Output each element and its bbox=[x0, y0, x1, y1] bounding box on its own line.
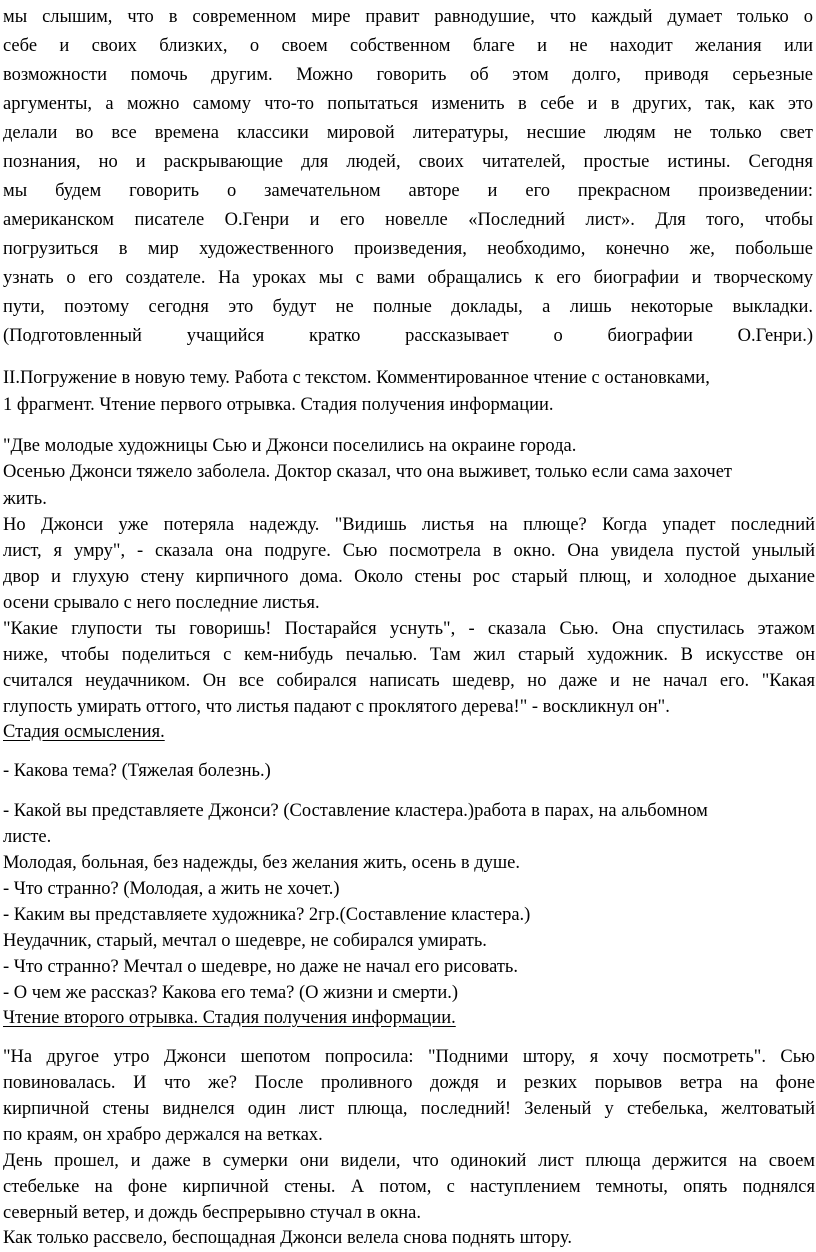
reflection-heading: Стадия осмысления. bbox=[3, 722, 165, 742]
intro-line: американском писателе О.Генри и его новелле «Последний лист». Для того, чтобы bbox=[3, 210, 813, 230]
question-theme: - Какова тема? (Тяжелая болезнь.) bbox=[3, 761, 271, 781]
fragment1-p4-line: считался неудачником. Он все собирался написать шедевр, но даже и не начал его. "Какая bbox=[3, 671, 815, 691]
intro-line: погрузиться в мир художественного произведения, необходимо, конечно же, побольше bbox=[3, 239, 813, 259]
section-subheading: 1 фрагмент. Чтение первого отрывка. Стадия получения информации. bbox=[3, 395, 554, 415]
fragment1-p3-line: лист, я умру", - сказала она подруге. Сью посмотрела в окно. Она увидела пустой унылый bbox=[3, 541, 815, 561]
question-artist: - Каким вы представляете художника? 2гр.(Составление кластера.) bbox=[3, 905, 531, 925]
fragment1-p4-line: ниже, чтобы поделиться с кем-нибудь печалью. Там жил старый художник. В искусстве он bbox=[3, 645, 815, 665]
fragment1-p2-line: Осенью Джонси тяжело заболела. Доктор сказал, что она выживет, только если сама захочет bbox=[3, 462, 732, 482]
section-heading: II.Погружение в новую тему. Работа с текстом. Комментированное чтение с остановками, bbox=[3, 368, 710, 388]
fragment2-p3: Как только рассвело, беспощадная Джонси велела снова поднять штору. bbox=[3, 1228, 572, 1248]
intro-line: аргументы, а можно самому что-то попытаться изменить в себе и в других, так, как это bbox=[3, 94, 813, 114]
fragment2-heading: Чтение второго отрывка. Стадия получения информации. bbox=[3, 1008, 456, 1028]
question-strange-1: - Что странно? (Молодая, а жить не хочет.) bbox=[3, 879, 340, 899]
intro-line: познания, но и раскрывающие для людей, своих читателей, простые истины. Сегодня bbox=[3, 152, 813, 172]
intro-line: мы будем говорить о замечательном авторе и его прекрасном произведении: bbox=[3, 181, 813, 201]
intro-line: возможности помочь другим. Можно говорить об этом долго, приводя серьезные bbox=[3, 65, 813, 85]
question-theme-2: - О чем же рассказ? Какова его тема? (О жизни и смерти.) bbox=[3, 983, 459, 1003]
fragment2-p1-line: повиновалась. И что же? После проливного дождя и резких порывов ветра на фоне bbox=[3, 1073, 815, 1093]
fragment1-p1: "Две молодые художницы Сью и Джонси поселились на окраине города. bbox=[3, 436, 577, 456]
question-jonsy-cont: листе. bbox=[3, 827, 52, 847]
intro-line: мы слышим, что в современном мире правит равнодушие, что каждый думает только о bbox=[3, 7, 813, 27]
fragment1-p3-line: осени срывало с него последние листья. bbox=[3, 593, 320, 613]
question-strange-2: - Что странно? Мечтал о шедевре, но даже не начал его рисовать. bbox=[3, 957, 518, 977]
intro-line: узнать о его создателе. На уроках мы с вами обращались к его биографии и творческому bbox=[3, 268, 813, 288]
reflection-heading-row bbox=[3, 718, 815, 746]
fragment2-heading-row bbox=[3, 1004, 815, 1032]
fragment1-p3-line: двор и глухую стену кирпичного дома. Около стены рос старый плющ, и холодное дыхание bbox=[3, 567, 815, 587]
fragment2-p2-line: северный ветер, и дождь беспрерывно стучал в окна. bbox=[3, 1203, 421, 1223]
fragment2-p2-line: стебельке на фоне кирпичной стены. А потом, с наступлением темноты, опять поднялся bbox=[3, 1177, 815, 1197]
question-jonsy: - Какой вы представляете Джонси? (Составление кластера.)работа в парах, на альбомном bbox=[3, 801, 708, 821]
fragment1-p2-line: жить. bbox=[3, 489, 47, 509]
answer-artist: Неудачник, старый, мечтал о шедевре, не собирался умирать. bbox=[3, 931, 487, 951]
fragment2-p1-line: кирпичной стены виднелся один лист плюща, последний! Зеленый у стебелька, желтоватый bbox=[3, 1099, 815, 1119]
intro-line: пути, поэтому сегодня это будут не полные доклады, а лишь некоторые выкладки. bbox=[3, 297, 813, 317]
fragment1-p4-line: глупость умирать оттого, что листья падают с проклятого дерева!" - воскликнул он". bbox=[3, 697, 670, 717]
answer-jonsy: Молодая, больная, без надежды, без желания жить, осень в душе. bbox=[3, 853, 520, 873]
fragment2-p2-line: День прошел, и даже в сумерки они видели, что одинокий лист плюща держится на своем bbox=[3, 1151, 815, 1171]
intro-line: (Подготовленный учащийся кратко рассказывает о биографии О.Генри.) bbox=[3, 326, 813, 346]
intro-line: себе и своих близких, о своем собственном благе и не находит желания или bbox=[3, 36, 813, 56]
intro-line: делали во все времена классики мировой литературы, несшие людям не только свет bbox=[3, 123, 813, 143]
fragment1-p3-line: Но Джонси уже потеряла надежду. "Видишь листья на плюще? Когда упадет последний bbox=[3, 515, 815, 535]
fragment1-p4-line: "Какие глупости ты говоришь! Постарайся уснуть", - сказала Сью. Она спустилась этажом bbox=[3, 619, 815, 639]
fragment2-p1-line: по краям, он храбро держался на ветках. bbox=[3, 1125, 323, 1145]
fragment2-p1-line: "На другое утро Джонси шепотом попросила: "Подними штору, я хочу посмотреть". Сью bbox=[3, 1047, 815, 1067]
